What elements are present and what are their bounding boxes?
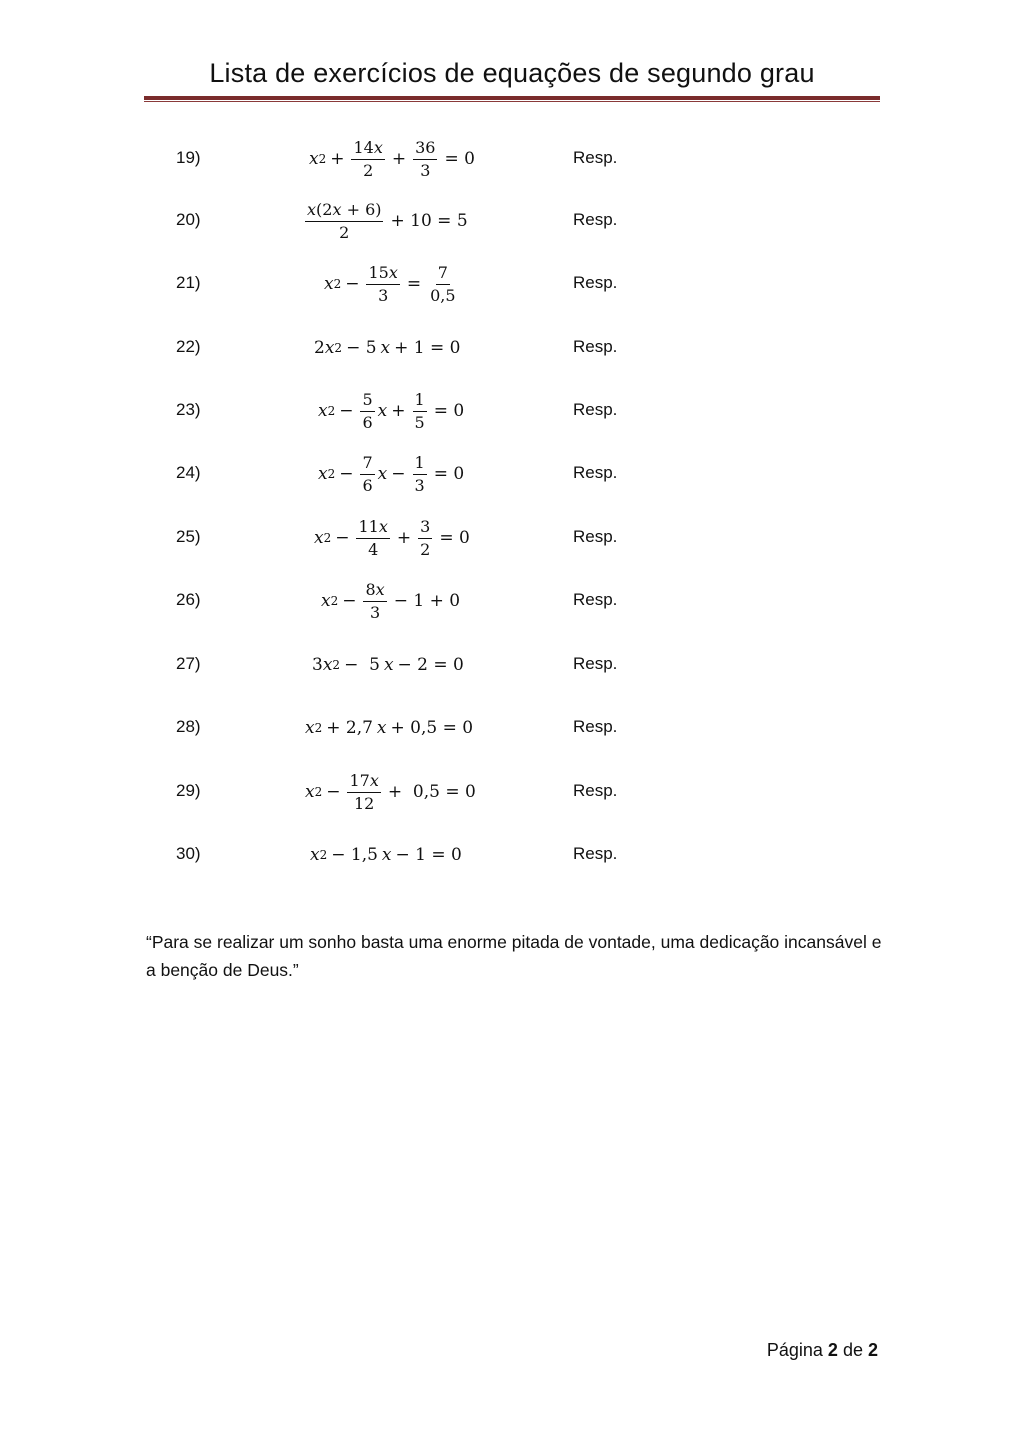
eq-rest: = 0 bbox=[433, 464, 465, 484]
eq-rest: + 0,5 = 0 bbox=[390, 718, 474, 738]
exercise-29 bbox=[0, 767, 1024, 817]
eq-coef: 2 bbox=[314, 338, 325, 358]
eq-var: x bbox=[305, 718, 315, 738]
exercise-21 bbox=[0, 259, 1024, 309]
resp-label: Resp. bbox=[573, 148, 618, 167]
eq-den: 5 bbox=[414, 412, 425, 432]
eq-var: x bbox=[321, 591, 331, 611]
eq-den: 0,5 bbox=[430, 285, 456, 305]
equation bbox=[314, 513, 474, 563]
eq-fraction bbox=[418, 516, 432, 559]
eq-fraction bbox=[413, 137, 437, 180]
eq-num: 11 bbox=[358, 516, 379, 536]
equation bbox=[318, 449, 468, 499]
exercise-number: 21) bbox=[176, 273, 201, 292]
eq-var: x bbox=[376, 718, 387, 738]
resp-label: Resp. bbox=[573, 590, 618, 609]
header-rule-thin bbox=[144, 101, 880, 102]
eq-var: x bbox=[314, 528, 324, 548]
exercise-number: 22) bbox=[176, 337, 201, 356]
eq-op: − bbox=[345, 274, 360, 294]
eq-exp: 2 bbox=[314, 721, 323, 735]
eq-rest: = 0 bbox=[444, 149, 475, 169]
eq-op: + bbox=[330, 149, 345, 169]
eq-var: x bbox=[369, 770, 379, 790]
eq-rest: + 10 = 5 bbox=[390, 211, 468, 231]
exercise-20 bbox=[0, 196, 1024, 246]
eq-num: 5 bbox=[360, 392, 374, 412]
eq-var: x bbox=[375, 579, 385, 599]
eq-var: x bbox=[309, 149, 319, 169]
resp-label: Resp. bbox=[573, 781, 618, 800]
exercise-24 bbox=[0, 449, 1024, 499]
equation bbox=[305, 703, 477, 753]
eq-op: + bbox=[391, 401, 406, 421]
resp-label: Resp. bbox=[573, 654, 618, 673]
eq-op: − bbox=[326, 782, 341, 802]
eq-rest: − 2 = 0 bbox=[397, 655, 464, 675]
eq-op: − 5 bbox=[344, 655, 380, 675]
equation bbox=[312, 640, 468, 690]
eq-fraction bbox=[413, 389, 427, 432]
eq-num: 36 bbox=[413, 140, 437, 160]
exercise-number: 26) bbox=[176, 590, 201, 609]
eq-num: 8 bbox=[365, 579, 376, 599]
eq-rest: − 1 = 0 bbox=[395, 845, 462, 865]
eq-text: + 6) bbox=[341, 199, 382, 219]
eq-op: − 1,5 bbox=[331, 845, 378, 865]
eq-var: x bbox=[307, 199, 317, 219]
eq-op: − bbox=[342, 591, 357, 611]
eq-op: − bbox=[391, 464, 406, 484]
eq-var: x bbox=[324, 338, 335, 358]
eq-exp: 2 bbox=[318, 152, 327, 166]
eq-var: x bbox=[377, 401, 388, 421]
exercise-number: 23) bbox=[176, 400, 201, 419]
resp-label: Resp. bbox=[573, 463, 618, 482]
resp-label: Resp. bbox=[573, 717, 618, 736]
resp-label: Resp. bbox=[573, 210, 618, 229]
resp-label: Resp. bbox=[573, 400, 618, 419]
exercise-27 bbox=[0, 640, 1024, 690]
eq-op: − 5 bbox=[346, 338, 377, 358]
eq-exp: 2 bbox=[327, 404, 336, 418]
eq-fraction bbox=[413, 452, 427, 495]
equation bbox=[314, 323, 464, 373]
header-rule-thick bbox=[144, 96, 880, 100]
eq-rest: = 0 bbox=[433, 401, 465, 421]
page-title: Lista de exercícios de equações de segundo grau bbox=[209, 58, 815, 88]
eq-den: 6 bbox=[362, 475, 373, 495]
eq-den: 6 bbox=[362, 412, 373, 432]
resp-label: Resp. bbox=[573, 844, 618, 863]
exercise-25 bbox=[0, 513, 1024, 563]
eq-op: + bbox=[391, 149, 407, 169]
exercise-number: 19) bbox=[176, 148, 201, 167]
exercise-19 bbox=[0, 134, 1024, 184]
quote-text: “Para se realizar um sonho basta uma enorme pitada de vontade, uma dedicação incansável e a benção de Deus.” bbox=[146, 932, 882, 980]
exercise-28 bbox=[0, 703, 1024, 753]
eq-var: x bbox=[377, 464, 388, 484]
equation bbox=[310, 830, 466, 880]
exercise-22 bbox=[0, 323, 1024, 373]
eq-op: + bbox=[396, 528, 412, 548]
eq-fraction bbox=[360, 389, 374, 432]
eq-fraction bbox=[428, 262, 457, 305]
eq-num: 7 bbox=[360, 455, 374, 475]
resp-label: Resp. bbox=[573, 527, 618, 546]
eq-exp: 2 bbox=[333, 277, 342, 291]
eq-var: x bbox=[310, 845, 320, 865]
eq-fraction bbox=[360, 452, 374, 495]
equation bbox=[324, 259, 461, 309]
eq-var: x bbox=[318, 401, 328, 421]
eq-var: x bbox=[305, 782, 315, 802]
exercise-30 bbox=[0, 830, 1024, 880]
eq-exp: 2 bbox=[323, 531, 332, 545]
eq-exp: 2 bbox=[332, 658, 341, 672]
exercise-number: 30) bbox=[176, 844, 201, 863]
eq-num: 3 bbox=[418, 519, 432, 539]
eq-den: 2 bbox=[420, 539, 431, 559]
eq-text: (2 bbox=[316, 199, 333, 219]
eq-var: x bbox=[324, 274, 334, 294]
eq-op: + 2,7 bbox=[326, 718, 373, 738]
eq-fraction bbox=[363, 579, 386, 622]
eq-fraction bbox=[351, 137, 384, 180]
eq-rest: = 0 bbox=[439, 528, 470, 548]
resp-label: Resp. bbox=[573, 337, 618, 356]
equation bbox=[305, 196, 472, 246]
eq-exp: 2 bbox=[327, 467, 336, 481]
equation bbox=[305, 767, 480, 817]
eq-var: x bbox=[378, 516, 388, 536]
exercise-number: 24) bbox=[176, 463, 201, 482]
eq-fraction bbox=[356, 516, 389, 559]
eq-den: 3 bbox=[414, 475, 425, 495]
eq-num: 1 bbox=[413, 392, 427, 412]
eq-den: 3 bbox=[420, 160, 431, 180]
equation bbox=[321, 576, 464, 626]
eq-var: x bbox=[332, 199, 342, 219]
eq-den: 3 bbox=[378, 285, 389, 305]
footer-prefix: Página bbox=[766, 1340, 823, 1360]
footer-total-pages: 2 bbox=[867, 1340, 878, 1360]
eq-op: = bbox=[406, 274, 422, 294]
eq-var: x bbox=[383, 655, 394, 675]
eq-exp: 2 bbox=[334, 341, 343, 355]
exercise-number: 27) bbox=[176, 654, 201, 673]
page-footer bbox=[0, 1340, 878, 1361]
eq-exp: 2 bbox=[314, 785, 323, 799]
eq-op: − bbox=[339, 464, 354, 484]
eq-var: x bbox=[380, 338, 391, 358]
eq-op: − bbox=[335, 528, 350, 548]
exercise-23 bbox=[0, 386, 1024, 436]
eq-var: x bbox=[373, 137, 383, 157]
eq-fraction bbox=[305, 199, 383, 242]
eq-num: 14 bbox=[353, 137, 374, 157]
eq-var: x bbox=[381, 845, 392, 865]
eq-rest: + 1 = 0 bbox=[394, 338, 461, 358]
exercise-number: 28) bbox=[176, 717, 201, 736]
eq-var: x bbox=[318, 464, 328, 484]
eq-den: 3 bbox=[370, 602, 381, 622]
exercise-number: 25) bbox=[176, 527, 201, 546]
eq-den: 2 bbox=[363, 160, 374, 180]
eq-fraction bbox=[366, 262, 399, 305]
resp-label: Resp. bbox=[573, 273, 618, 292]
footer-middle: de bbox=[842, 1340, 863, 1360]
eq-num: 7 bbox=[436, 265, 450, 285]
eq-var: x bbox=[388, 262, 398, 282]
exercise-26 bbox=[0, 576, 1024, 626]
exercise-number: 29) bbox=[176, 781, 201, 800]
eq-exp: 2 bbox=[319, 848, 328, 862]
footer-page-number: 2 bbox=[827, 1340, 838, 1360]
eq-den: 12 bbox=[354, 793, 375, 813]
exercise-number: 20) bbox=[176, 210, 201, 229]
eq-num: 17 bbox=[349, 770, 370, 790]
eq-den: 4 bbox=[368, 539, 379, 559]
eq-coef: 3 bbox=[312, 655, 323, 675]
eq-exp: 2 bbox=[330, 594, 339, 608]
eq-fraction bbox=[347, 770, 380, 813]
eq-num: 1 bbox=[413, 455, 427, 475]
eq-den: 2 bbox=[339, 222, 350, 242]
eq-rest: − 1 + 0 bbox=[393, 591, 461, 611]
eq-var: x bbox=[322, 655, 333, 675]
eq-op: − bbox=[339, 401, 354, 421]
equation bbox=[318, 386, 468, 436]
equation bbox=[309, 134, 479, 184]
eq-rest: + 0,5 = 0 bbox=[387, 782, 476, 802]
eq-num: 15 bbox=[368, 262, 389, 282]
